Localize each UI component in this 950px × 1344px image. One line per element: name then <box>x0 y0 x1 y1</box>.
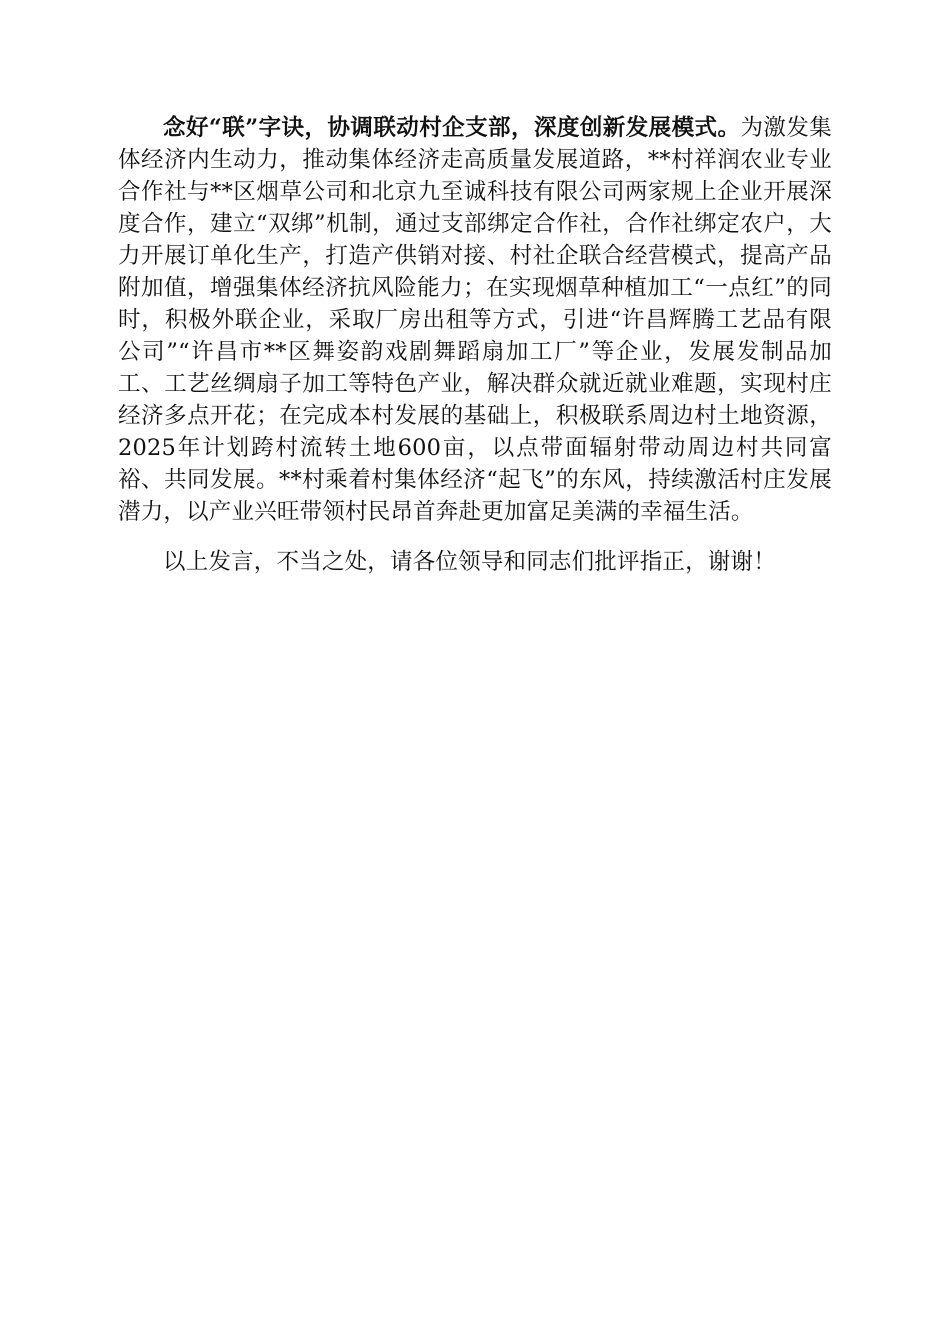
closing-remark-text: 以上发言，不当之处，请各位领导和同志们批评指正，谢谢！ <box>163 549 776 575</box>
paragraph-body-text: 为激发集体经济内生动力，推动集体经济走高质量发展道路，**村祥润农业专业合作社与**区烟草公司和北京九至诚科技有限公司两家规上企业开展深度合作，建立“双绑”机制，通过支部绑定合作社，合作社绑定农户，大力开展订单化生产，打造产供销对接、村社企联合经营模式，提高产品附加值，增强集体经济抗风险能力；在实现烟草种植加工“一点红”的同时，积极外联企业，采取厂房出租等方式，引进“许昌辉腾工艺品有限公司”“许昌市**区舞姿韵戏剧舞蹈扇加工厂”等企业，发展发制品加工、工艺丝绸扇子加工等特色产业，解决群众就近就业难题，实现村庄经济多点开花；在完成本村发展的基础上，积极联系周边村土地资源，2025年计划跨村流转土地600亩，以点带面辐射带动周边村共同富裕、共同发展。**村乘着村集体经济“起飞”的东风，持续激活村庄发展潜力，以产业兴旺带领村民昂首奔赴更加富足美满的幸福生活。 <box>118 115 832 525</box>
paragraph-lead-heading: 念好“联”字诀，协调联动村企支部，深度创新发展模式。 <box>163 115 741 141</box>
document-page <box>118 112 832 578</box>
body-paragraph-development-model <box>118 112 832 528</box>
closing-paragraph <box>118 546 832 578</box>
